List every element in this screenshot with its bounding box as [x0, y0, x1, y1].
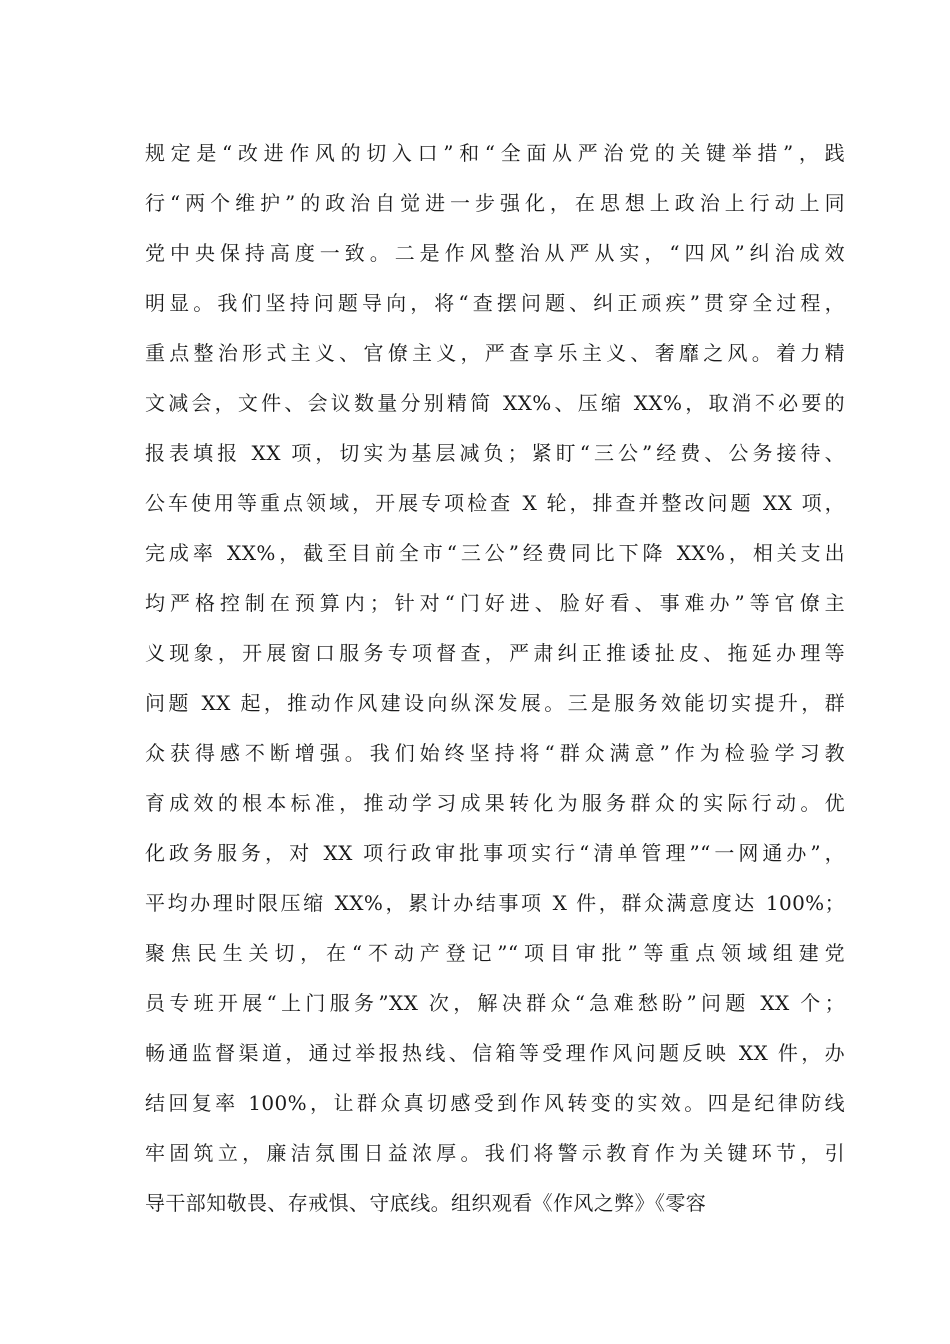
text-line: 平均办理时限压缩 XX%，累计办结事项 X 件，群众满意度达 100%； [145, 891, 845, 915]
text-line: 报表填报 XX 项，切实为基层减负；紧盯“三公”经费、公务接待、 [145, 441, 845, 465]
text-line: 公车使用等重点领域，开展专项检查 X 轮，排查并整改问题 XX 项， [145, 491, 845, 515]
text-line: 完成率 XX%，截至目前全市“三公”经费同比下降 XX%，相关支出 [145, 541, 845, 565]
body-paragraph [145, 128, 845, 1228]
text-line: 员专班开展“上门服务”XX 次，解决群众“急难愁盼”问题 XX 个； [145, 991, 845, 1015]
text-line: 党中央保持高度一致。二是作风整治从严从实，“四风”纠治成效 [145, 241, 845, 265]
text-line: 众获得感不断增强。我们始终坚持将“群众满意”作为检验学习教 [145, 741, 845, 765]
text-line: 行“两个维护”的政治自觉进一步强化，在思想上政治上行动上同 [145, 191, 845, 215]
text-line: 均严格控制在预算内；针对“门好进、脸好看、事难办”等官僚主 [145, 591, 845, 615]
text-line: 规定是“改进作风的切入口”和“全面从严治党的关键举措”，践 [145, 141, 845, 165]
text-line: 畅通监督渠道，通过举报热线、信箱等受理作风问题反映 XX 件，办 [145, 1041, 845, 1065]
text-line: 明显。我们坚持问题导向，将“查摆问题、纠正顽疾”贯穿全过程， [145, 291, 845, 315]
text-line: 文减会，文件、会议数量分别精简 XX%、压缩 XX%，取消不必要的 [145, 391, 845, 415]
text-line: 化政务服务，对 XX 项行政审批事项实行“清单管理”“一网通办”， [145, 841, 845, 865]
text-line: 重点整治形式主义、官僚主义，严查享乐主义、奢靡之风。着力精 [145, 341, 845, 365]
text-line: 导干部知敬畏、存戒惧、守底线。组织观看《作风之弊》《零容 [145, 1191, 707, 1215]
text-line: 问题 XX 起，推动作风建设向纵深发展。三是服务效能切实提升，群 [145, 691, 845, 715]
text-line: 聚焦民生关切，在“不动产登记”“项目审批”等重点领域组建党 [145, 941, 845, 965]
text-line: 育成效的根本标准，推动学习成果转化为服务群众的实际行动。优 [145, 791, 845, 815]
text-line: 结回复率 100%，让群众真切感受到作风转变的实效。四是纪律防线 [145, 1091, 845, 1115]
text-line: 义现象，开展窗口服务专项督查，严肃纠正推诿扯皮、拖延办理等 [145, 641, 845, 665]
text-line: 牢固筑立，廉洁氛围日益浓厚。我们将警示教育作为关键环节，引 [145, 1141, 845, 1165]
